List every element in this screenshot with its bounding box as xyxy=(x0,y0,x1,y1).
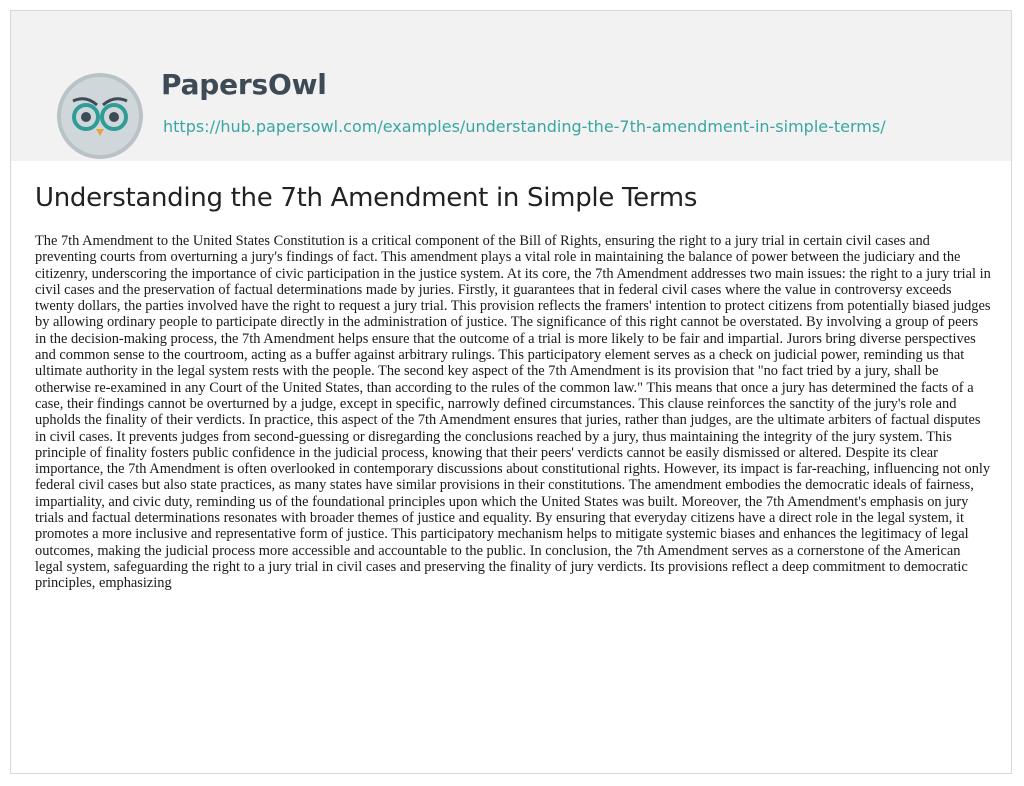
owl-eyes-logo-icon[interactable] xyxy=(57,73,143,159)
article-title: Understanding the 7th Amendment in Simple Terms xyxy=(35,183,698,213)
source-url-link[interactable]: https://hub.papersowl.com/examples/understanding-the-7th-amendment-in-simple-terms/ xyxy=(163,117,886,136)
brand-name[interactable]: PapersOwl xyxy=(161,68,327,101)
site-header xyxy=(11,11,1011,161)
document-frame xyxy=(10,10,1012,774)
article-body: The 7th Amendment to the United States Constitution is a critical component of the Bill of Rights, ensuring the right to a jury trial in certain civil cases and preventing courts from overturning a jury's findings of fact. This amendment plays a vital role in maintaining the balance of power between the judiciary and the citizenry, underscoring the importance of civic participation in the justice system. At its core, the 7th Amendment addresses two main issues: the right to a jury trial in civil cases and the preservation of factual determinations made by juries. Firstly, it guarantees that in federal civil cases where the value in controversy exceeds twenty dollars, the parties involved have the right to request a jury trial. This provision reflects the framers' intention to protect citizens from potentially biased judges by allowing ordinary people to participate directly in the administration of justice. The significance of this right cannot be overstated. By involving a group of peers in the decision-making process, the 7th Amendment helps ensure that the outcome of a trial is more likely to be fair and impartial. Jurors bring diverse perspectives and common sense to the courtroom, acting as a buffer against arbitrary rulings. This participatory element serves as a check on judicial power, reminding us that ultimate authority in the legal system rests with the people. The second key aspect of the 7th Amendment is its provision that "no fact tried by a jury, shall be otherwise re-examined in any Court of the United States, than according to the rules of the common law." This means that once a jury has determined the facts of a case, their findings cannot be overturned by a judge, except in specific, narrowly defined circumstances. This clause reinforces the sanctity of the jury's role and upholds the finality of their verdicts. In practice, this aspect of the 7th Amendment ensures that juries, rather than judges, are the ultimate arbiters of factual disputes in civil cases. It prevents judges from second-guessing or disregarding the conclusions reached by a jury, thus maintaining the integrity of the jury system. This principle of finality fosters public confidence in the judicial process, knowing that their peers' verdicts cannot be easily dismissed or altered. Despite its clear importance, the 7th Amendment is often overlooked in contemporary discussions about constitutional rights. However, its impact is far-reaching, influencing not only federal civil cases but also state practices, as many states have similar provisions in their constitutions. The amendment embodies the democratic ideals of fairness, impartiality, and civic duty, reminding us of the foundational principles upon which the United States was built. Moreover, the 7th Amendment's emphasis on jury trials and factual determinations resonates with broader themes of justice and equality. By ensuring that everyday citizens have a direct role in the legal system, it promotes a more inclusive and representative form of justice. This participatory mechanism helps to mitigate systemic biases and enhances the legitimacy of legal outcomes, making the judicial process more accessible and accountable to the public. In conclusion, the 7th Amendment serves as a cornerstone of the American legal system, safeguarding the right to a jury trial in civil cases and preserving the finality of jury verdicts. Its provisions reflect a deep commitment to democratic principles, emphasizing xyxy=(35,233,991,592)
